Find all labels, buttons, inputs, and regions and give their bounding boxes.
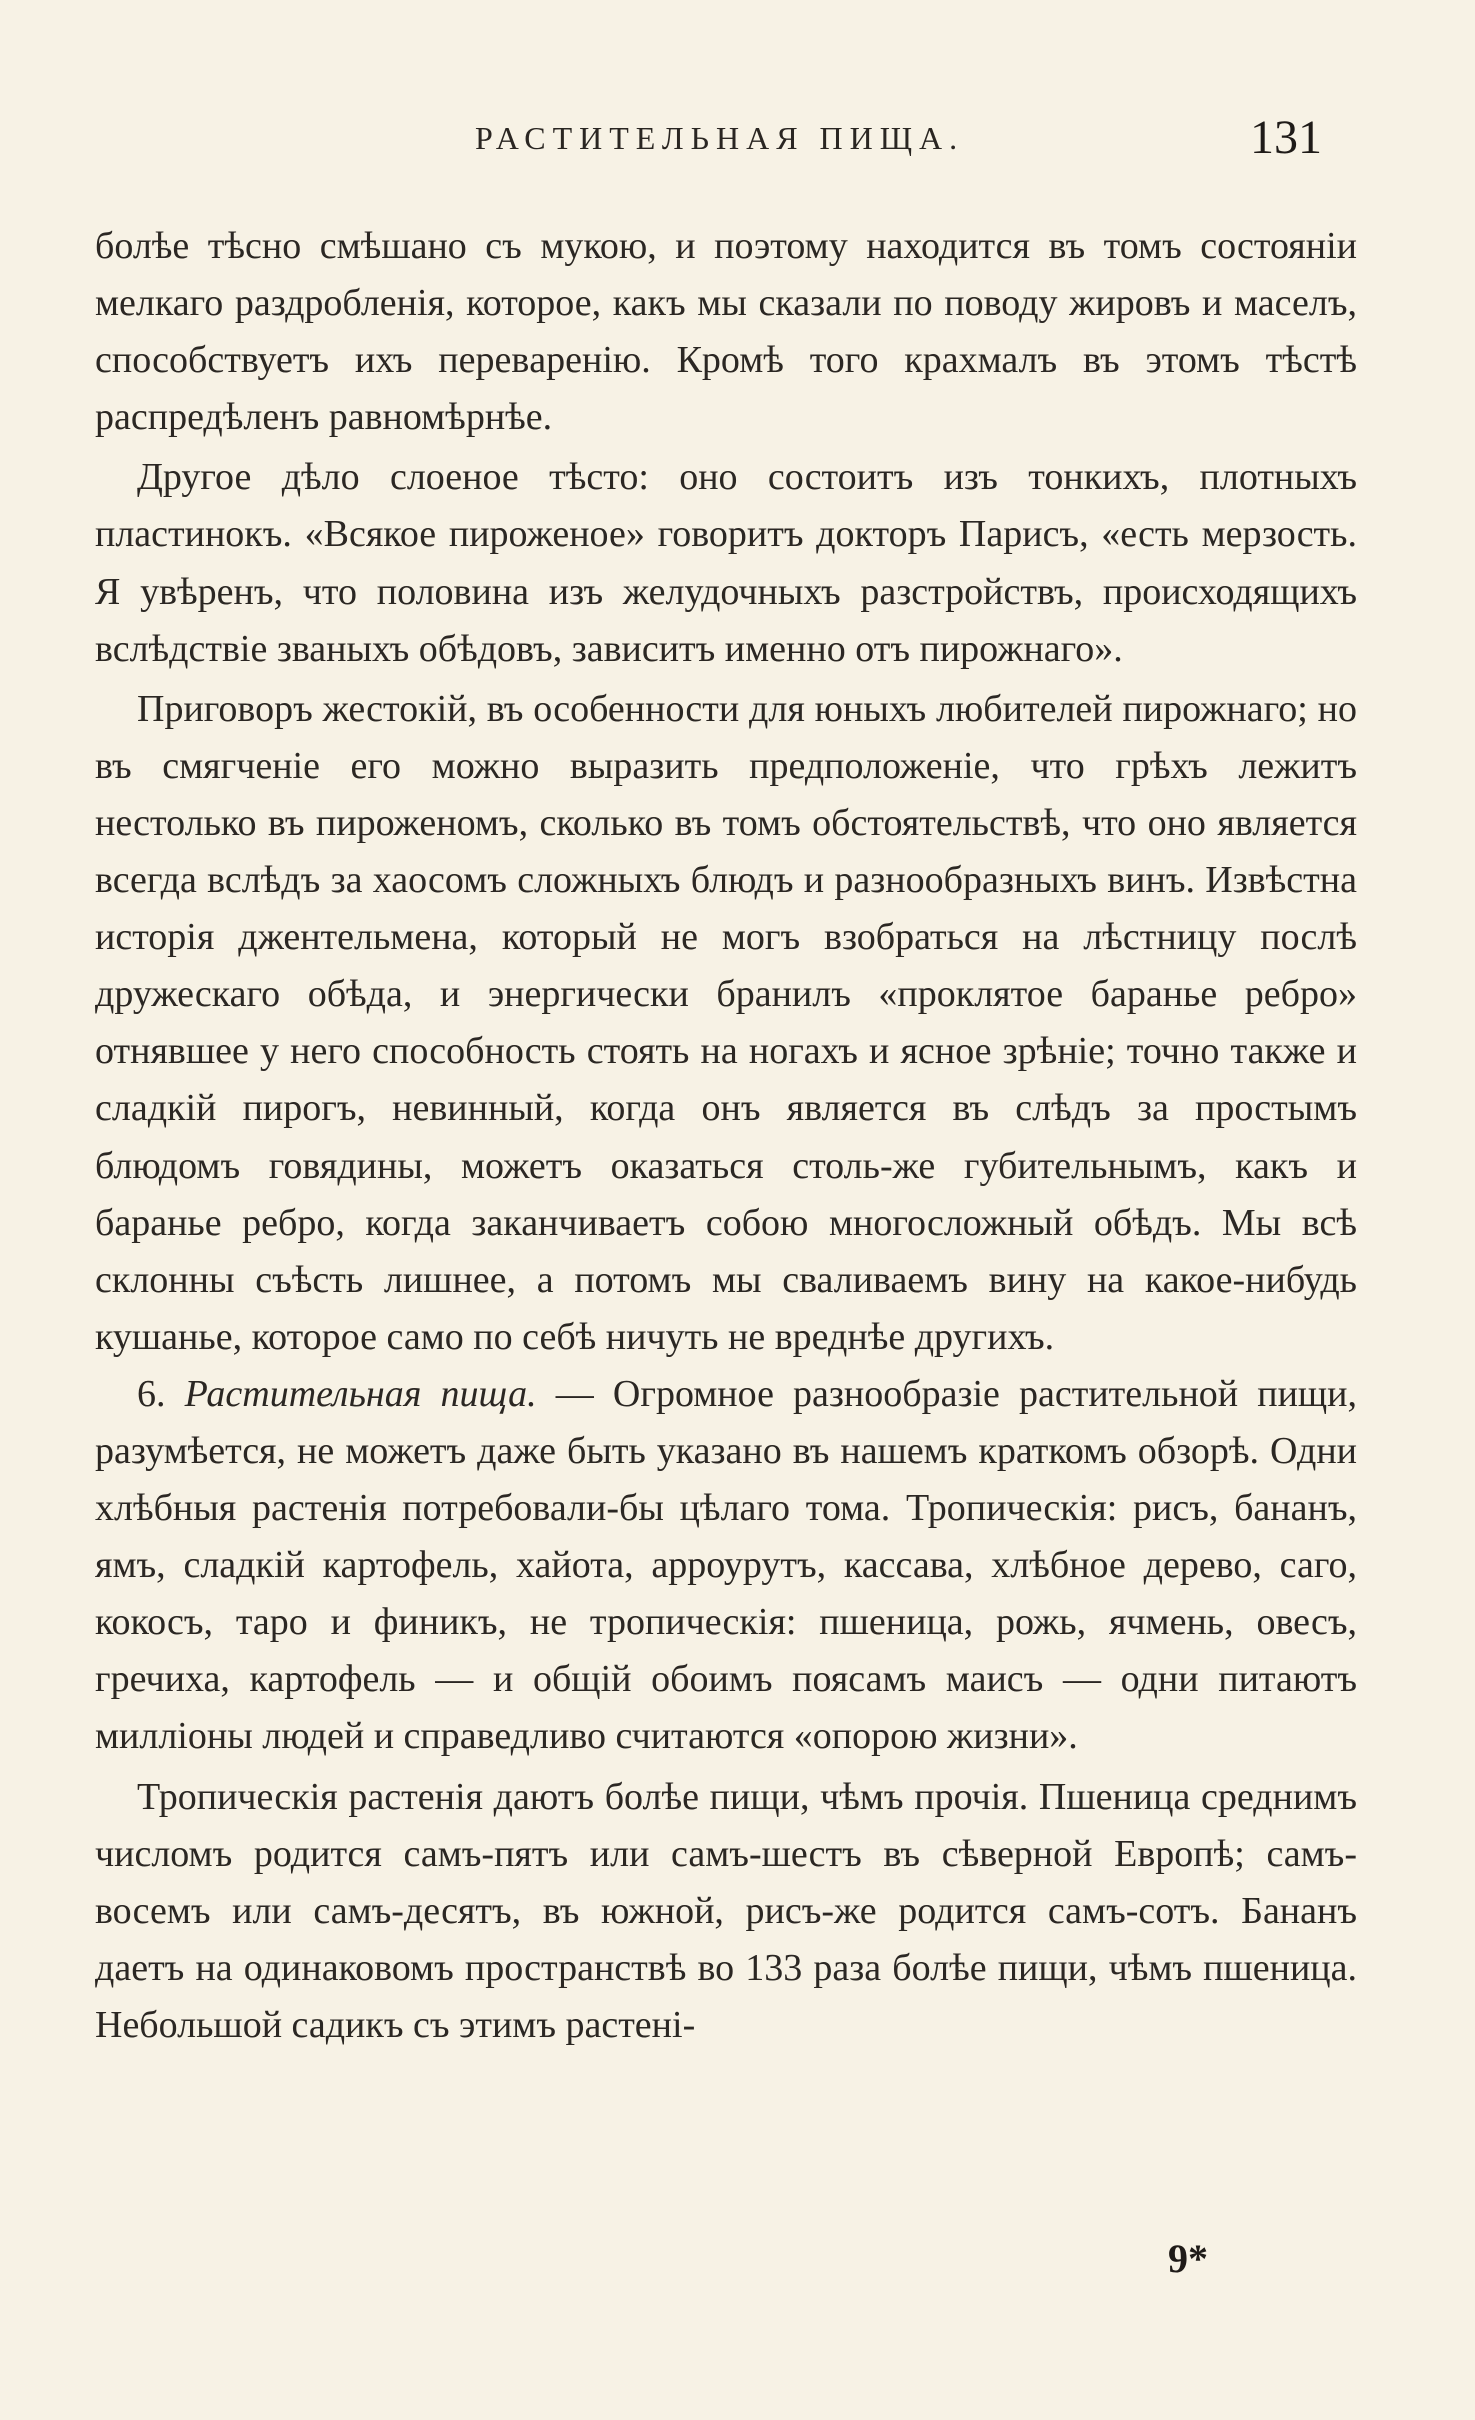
paragraph-2: Другое дѣло слоеное тѣсто: оно состоитъ изъ тонкихъ, плотныхъ пластинокъ. «Всякое пироженое» говоритъ докторъ Парисъ, «есть мерзость. Я увѣренъ, что половина изъ желудочныхъ разстройствъ, происходящихъ вслѣдствіе званыхъ обѣдовъ, зависитъ именно отъ пирожнаго». [95, 456, 1357, 670]
page-number: 131 [1250, 111, 1322, 164]
page-header [0, 111, 1475, 178]
running-head: РАСТИТЕЛЬНАЯ ПИЩА. [475, 120, 965, 156]
paragraph-4 [95, 1366, 1357, 1766]
section-heading: Растительная пища. [184, 1372, 537, 1415]
section-text: — Огромное разнообразіе растительной пищи, разумѣется, не можетъ даже быть указано въ нашемъ краткомъ обзорѣ. Одни хлѣбныя растенія потребовали-бы цѣлаго тома. Тропическія: рисъ, бананъ, ямъ, сладкій картофель, хайота, арроурутъ, кассава, хлѣбное дерево, саго, кокосъ, таро и финикъ, не тропическія: пшеница, рожь, ячмень, овесъ, гречиха, картофель — и общій обоимъ поясамъ маисъ — одни питаютъ милліоны людей и справедливо считаются «опорою жизни». [95, 1372, 1358, 1758]
paragraph-3: Приговоръ жестокій, въ особенности для юныхъ любителей пирожнаго; но въ смягченіе его можно выразить предположеніе, что грѣхъ лежитъ нестолько въ пироженомъ, сколько въ томъ обстоятельствѣ, что оно является всегда вслѣдъ за хаосомъ сложныхъ блюдъ и разнообразныхъ винъ. Извѣстна исторія джентельмена, который не могъ взобраться на лѣстницу послѣ дружескаго обѣда, и энергически бранилъ «проклятое баранье ребро» отнявшее у него способность стоять на ногахъ и ясное зрѣніе; точно также и сладкій пирогъ, невинный, когда онъ является въ слѣдъ за простымъ блюдомъ говядины, можетъ оказаться столь-же губительнымъ, какъ и баранье ребро, когда заканчиваетъ собою многосложный обѣдъ. Мы всѣ склонны съѣсть лишнее, а потомъ мы сваливаемъ вину на какое-нибудь кушанье, которое само по себѣ ничуть не вреднѣе другихъ. [95, 687, 1357, 1358]
body-text [95, 218, 1357, 2054]
paragraph-5: Тропическія растенія даютъ болѣе пищи, чѣмъ прочія. Пшеница среднимъ числомъ родится самъ-пятъ или самъ-шестъ въ сѣверной Европѣ; самъ-восемъ или самъ-десятъ, въ южной, рисъ-же родится самъ-сотъ. Бананъ даетъ на одинаковомъ пространствѣ во 133 раза болѣе пищи, чѣмъ пшеница. Небольшой садикъ съ этимъ растені- [95, 1775, 1357, 2046]
signature-mark: 9* [1168, 2236, 1208, 2281]
section-number: 6. [137, 1372, 166, 1415]
paragraph-1: болѣе тѣсно смѣшано съ мукою, и поэтому находится въ томъ состояніи мелкаго раздробленія, которое, какъ мы сказали по поводу жировъ и маселъ, способствуетъ ихъ перевaренію. Кромѣ того крахмалъ въ этомъ тѣстѣ распредѣленъ равномѣрнѣе. [95, 225, 1357, 439]
